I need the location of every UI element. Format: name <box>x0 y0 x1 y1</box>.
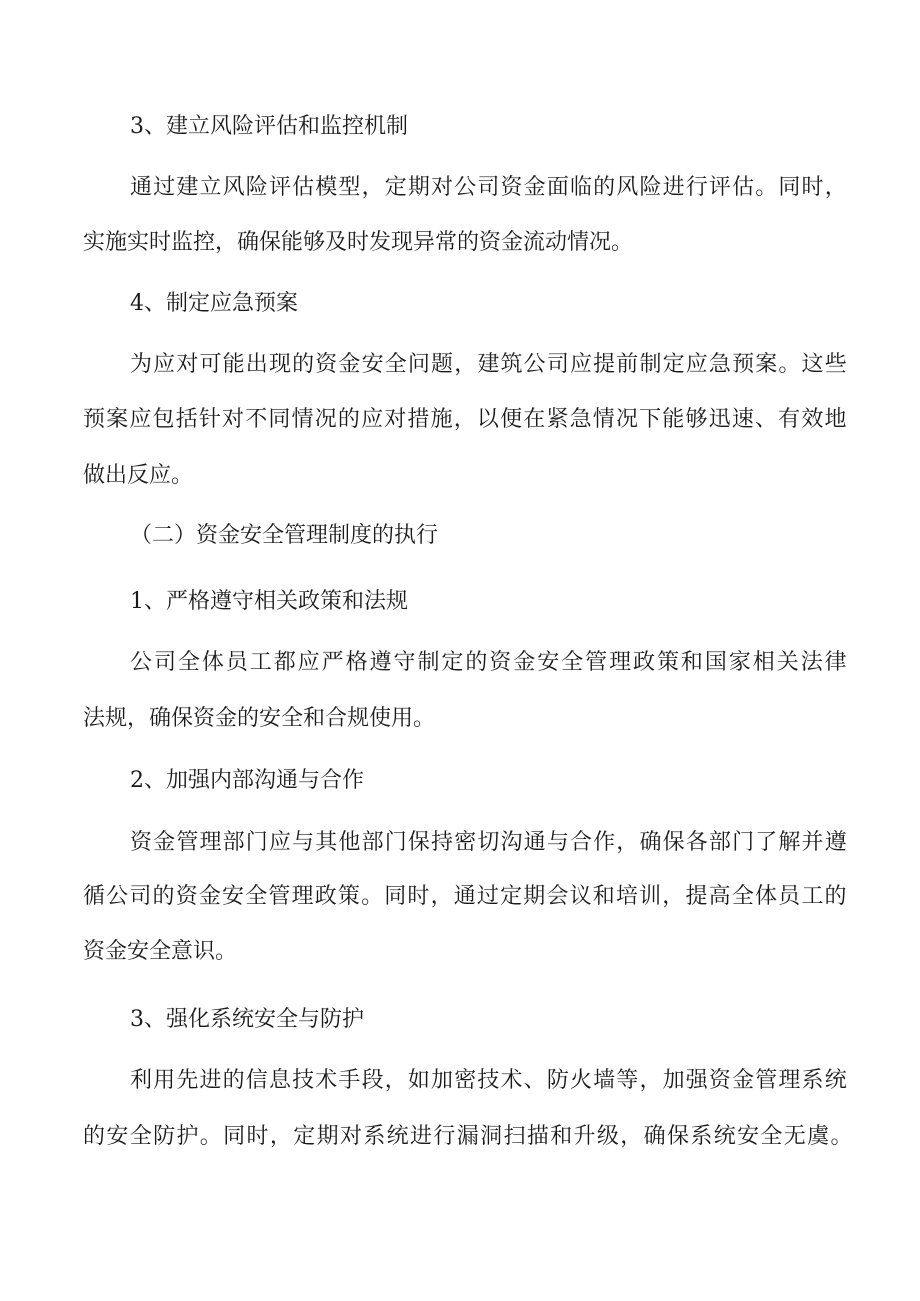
paragraph-line: 做出反应。 <box>83 463 194 488</box>
paragraph-line: 资金安全意识。 <box>83 939 238 964</box>
paragraph-line: 公 司 全 体 员 工 都 应 严 格 遵 守 制 定 的 资 金 安 全 管 理 政 策 和 国 家 相 关 法 律 <box>130 650 847 675</box>
paragraph-line: 循 公 司 的 资 金 安 全 管 理 政 策 。 同 时 ， 通 过 定 期 会 议 和 培 训 ， 提 高 全 体 员 工 的 <box>83 884 847 909</box>
heading-risk-assessment: 3、建立风险评估和监控机制 <box>130 114 408 139</box>
heading-emergency-plan: 4、制定应急预案 <box>130 291 298 316</box>
paragraph-line: 资 金 管 理 部 门 应 与 其 他 部 门 保 持 密 切 沟 通 与 合 作 ， 确 保 各 部 门 了 解 并 遵 <box>130 830 847 855</box>
paragraph-line: 利 用 先 进 的 信 息 技 术 手 段 ， 如 加 密 技 术 、 防 火 墙 等 ， 加 强 资 金 管 理 系 统 <box>130 1068 847 1093</box>
section-heading-execution: （二）资金安全管理制度的执行 <box>130 523 439 548</box>
heading-system-security: 3、强化系统安全与防护 <box>130 1007 364 1032</box>
heading-compliance: 1、严格遵守相关政策和法规 <box>130 589 408 614</box>
paragraph-line: 预 案 应 包 括 针 对 不 同 情 况 的 应 对 措 施 ， 以 便 在 紧 急 情 况 下 能 够 迅 速 、 有 效 地 <box>83 407 847 432</box>
heading-internal-communication: 2、加强内部沟通与合作 <box>130 768 364 793</box>
paragraph-line: 法规，确保资金的安全和合规使用。 <box>83 706 436 731</box>
paragraph-line: 的 安 全 防 护 。 同 时 ， 定 期 对 系 统 进 行 漏 洞 扫 描 和 升 级 ， 确 保 系 统 安 全 无 虞 。 <box>83 1124 853 1149</box>
paragraph-line: 为 应 对 可 能 出 现 的 资 金 安 全 问 题 ， 建 筑 公 司 应 提 前 制 定 应 急 预 案 。 这 些 <box>130 352 847 377</box>
paragraph-line: 通 过 建 立 风 险 评 估 模 型 ， 定 期 对 公 司 资 金 面 临 的 风 险 进 行 评 估 。 同 时 ， <box>130 175 847 200</box>
paragraph-line: 实施实时监控，确保能够及时发现异常的资金流动情况。 <box>83 230 634 255</box>
